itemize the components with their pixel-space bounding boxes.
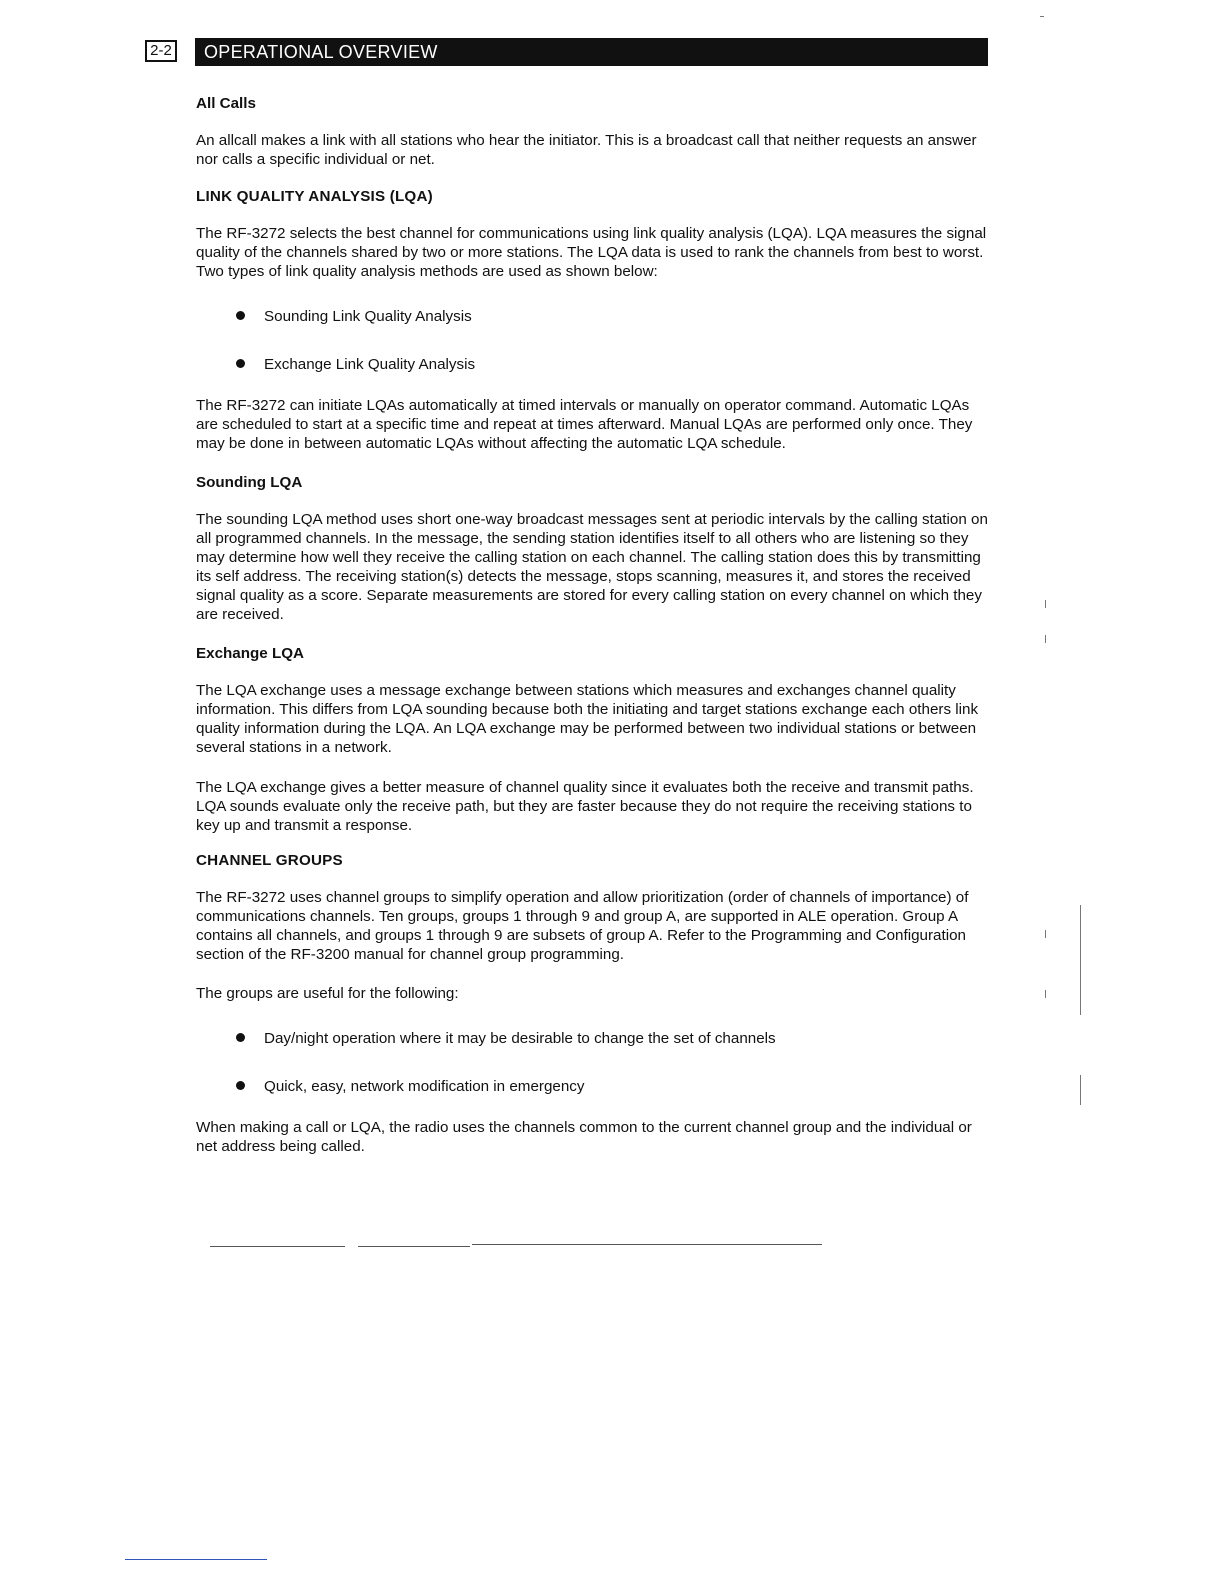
scan-margin-mark [1080,1075,1081,1105]
footer-rule-3 [472,1244,822,1245]
exchange-lqa-paragraph-1: The LQA exchange uses a message exchange between stations which measures and exchanges channel quality information. This differs from LQA sounding because both the initiating and target stations exchange each others link quality information during the LQA. An LQA exchange may be performed between two individual stations or between several stations in a network. [196,682,979,756]
scan-margin-mark [1045,635,1046,643]
scan-margin-mark [1045,990,1046,998]
lqa-schedule-paragraph: The RF-3272 can initiate LQAs automatically at timed intervals or manually on operator command. Automatic LQAs are scheduled to start at a specific time and repeat at times afterward. Manual LQAs are performed only once. They may be done in between automatic LQAs without affecting the automatic LQA schedule. [196,397,973,452]
scan-margin-mark [1080,905,1081,1015]
channel-groups-paragraph-3: When making a call or LQA, the radio uses the channels common to the current channel group and the individual or net address being called. [196,1119,972,1155]
channel-groups-bullet-list [196,1029,991,1096]
sounding-lqa-paragraph: The sounding LQA method uses short one-way broadcast messages sent at periodic intervals by the calling station on all programmed channels. In the message, the sending station identifies itself to all others who are listening so they may determine how well they receive the calling station on each channel. The calling station does this by transmitting its self address. The receiving station(s) detects the message, stops scanning, measures it, and stores the received signal quality as a score. Separate measurements are stored for every calling station on every channel on which they are received. [196,511,988,623]
bullet-icon [236,359,245,368]
channel-groups-paragraph-1: The RF-3272 uses channel groups to simplify operation and allow prioritization (order of channels of importance) of communications channels. Ten groups, groups 1 through 9 and group A, are supported in ALE operation. Group A contains all channels, and groups 1 through 9 are subsets of group A. Refer to the Programming and Configuration section of the RF-3200 manual for channel group programming. [196,889,969,963]
exchange-lqa-heading: Exchange LQA [196,645,305,662]
sounding-lqa-heading: Sounding LQA [196,474,303,491]
exchange-lqa-paragraph-2: The LQA exchange gives a better measure of channel quality since it evaluates both the receive and transmit paths. LQA sounds evaluate only the receive path, but they are faster because they do not require the receiving stations to key up and transmit a response. [196,779,974,834]
list-item: Day/night operation where it may be desirable to change the set of channels [196,1029,991,1048]
channel-groups-heading: CHANNEL GROUPS [196,852,343,869]
bullet-icon [236,311,245,320]
scan-margin-mark [1045,600,1046,608]
page-number: 2-2 [150,42,172,59]
lqa-intro-paragraph: The RF-3272 selects the best channel for communications using link quality analysis (LQA). LQA measures the signal quality of the channels shared by two or more stations. The LQA data is used to rank the channels from best to worst. Two types of link quality analysis methods are used as shown below: [196,225,987,280]
channel-groups-paragraph-2: The groups are useful for the following: [196,985,459,1002]
section-title-bar [195,38,988,66]
footer-blue-rule [125,1559,267,1560]
list-item: Quick, easy, network modification in emergency [196,1077,991,1096]
all-calls-paragraph: An allcall makes a link with all stations who hear the initiator. This is a broadcast call that neither requests an answer nor calls a specific individual or net. [196,132,977,168]
footer-rule-1 [210,1246,345,1247]
page-header [145,38,988,66]
lqa-bullet-list [196,307,991,374]
lqa-heading: LINK QUALITY ANALYSIS (LQA) [196,188,433,205]
scan-margin-mark [1045,930,1046,938]
section-title: OPERATIONAL OVERVIEW [204,42,438,62]
bullet-icon [236,1033,245,1042]
bullet-icon [236,1081,245,1090]
list-item: Exchange Link Quality Analysis [196,355,991,374]
footer-rule-2 [358,1246,470,1247]
list-item: Sounding Link Quality Analysis [196,307,991,326]
scan-margin-mark [1040,16,1044,17]
all-calls-heading: All Calls [196,95,256,112]
page-number-box [145,40,177,62]
document-body [196,94,991,1174]
